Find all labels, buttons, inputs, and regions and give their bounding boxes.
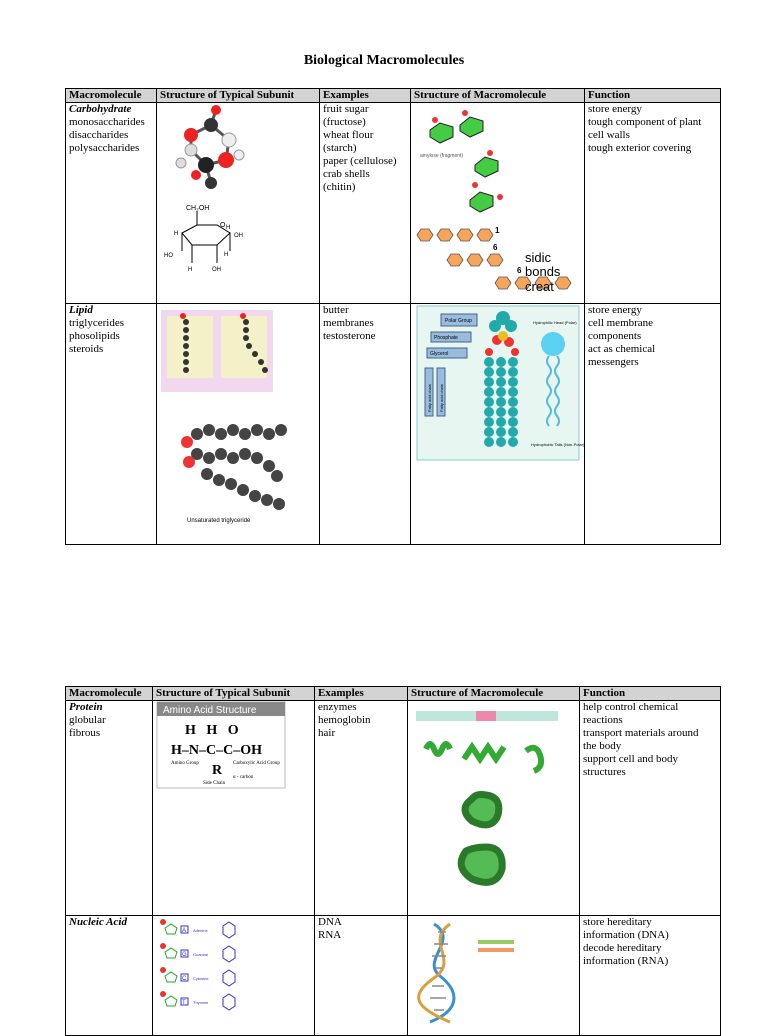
page-title: Biological Macromolecules	[303, 53, 465, 68]
carboxyl-group-label: Carboxylic Acid Group	[233, 761, 280, 766]
header-macro-structure: Structure of Macromolecule	[408, 687, 580, 701]
diagram-label: Phosphate	[434, 335, 458, 341]
macro-structure-cell	[411, 304, 585, 545]
base-letter: A	[182, 928, 187, 934]
example-item: hemoglobin	[318, 714, 371, 726]
example-item: (fructose)	[323, 116, 366, 128]
function-item: cell walls	[588, 129, 630, 141]
amino-main-line: H–N–C–C–OH	[171, 743, 262, 758]
macromolecule-name: Carbohydrate	[69, 103, 132, 115]
side-chain-label: Side Chain	[203, 781, 226, 786]
macromolecule-cell	[66, 916, 153, 1036]
function-item: cell membrane	[588, 317, 654, 329]
bond-number: 6	[493, 243, 498, 252]
header-row	[66, 687, 721, 701]
alpha-carbon-label: α - carbon	[233, 775, 254, 780]
examples-cell	[320, 103, 411, 304]
header-function: Function	[580, 687, 721, 701]
header-subunit: Structure of Typical Subunit	[157, 89, 320, 103]
subunit-cell	[157, 103, 320, 304]
function-item: the body	[583, 740, 622, 752]
header-examples: Examples	[315, 687, 408, 701]
type-item: fibrous	[69, 727, 101, 739]
macromolecule-cell	[66, 304, 157, 545]
example-item: (starch)	[323, 142, 357, 154]
base-letter: T	[182, 1000, 186, 1006]
hydrophobic-tails-label: Hydrophobic Tails (Non-Polar)	[531, 442, 585, 447]
type-item: triglycerides	[69, 317, 124, 329]
type-item: globular	[69, 714, 106, 726]
examples-cell	[315, 701, 408, 916]
examples-cell	[320, 304, 411, 545]
ch2oh-label: CH₂OH	[186, 205, 210, 212]
function-item: information (DNA)	[583, 929, 669, 941]
example-item: enzymes	[318, 701, 357, 713]
amino-acid-structure-image	[157, 702, 285, 788]
function-item: store energy	[588, 103, 642, 115]
glucose-ball-model-image	[171, 105, 251, 191]
function-item: messengers	[588, 356, 639, 368]
header-macromolecule: Macromolecule	[66, 89, 157, 103]
triglyceride-model-image	[177, 414, 307, 526]
diagram-label: Fatty acid chain	[427, 383, 432, 412]
function-item: store hereditary	[583, 916, 652, 928]
macromolecule-cell	[66, 103, 157, 304]
dna-double-helix-image	[420, 920, 520, 1024]
base-letter: C	[182, 976, 187, 982]
function-item: reactions	[583, 714, 623, 726]
base-letter: G	[182, 952, 187, 958]
protein-folding-image	[416, 711, 558, 903]
example-item: hair	[318, 727, 336, 739]
svg-text:O: O	[220, 222, 226, 229]
base-name: Thymine	[193, 1000, 209, 1005]
macromolecule-table-bottom	[65, 686, 721, 1036]
example-item: DNA	[318, 916, 342, 928]
bond-number: 6	[517, 266, 522, 275]
function-cell	[585, 103, 721, 304]
amino-r-group: R	[212, 763, 223, 778]
base-name: Guanine	[193, 952, 209, 957]
svg-text:H: H	[224, 252, 229, 258]
svg-text:H: H	[174, 231, 179, 237]
amino-top-line: H H O	[185, 723, 239, 738]
overlay-text: bonds	[525, 264, 561, 279]
header-macromolecule: Macromolecule	[66, 687, 153, 701]
subunit-cell	[157, 304, 320, 545]
type-item: polysaccharides	[69, 142, 140, 154]
macromolecule-cell	[66, 701, 153, 916]
unsaturated-triglyceride-label: Unsaturated triglyceride	[187, 518, 251, 524]
diagram-label: Fatty acid chain	[439, 383, 444, 412]
header-macro-structure: Structure of Macromolecule	[411, 89, 585, 103]
example-item: butter	[323, 304, 349, 316]
example-item: membranes	[323, 317, 374, 329]
diagram-label: Polar Group	[445, 318, 472, 324]
example-item: RNA	[318, 929, 342, 941]
macromolecule-name: Nucleic Acid	[69, 916, 127, 928]
amino-acid-banner: Amino Acid Structure	[163, 705, 257, 716]
svg-text:OH: OH	[234, 233, 243, 239]
type-item: disaccharides	[69, 129, 129, 141]
header-examples: Examples	[320, 89, 411, 103]
example-item: (chitin)	[323, 181, 356, 193]
macro-structure-cell	[408, 701, 580, 916]
macro-structure-cell	[408, 916, 580, 1036]
base-name: Cytosine	[193, 976, 209, 981]
function-item: act as chemical	[588, 343, 656, 355]
svg-text:OH: OH	[212, 267, 221, 273]
nucleotide-bases-image	[159, 918, 243, 1024]
row-protein	[66, 701, 721, 916]
subunit-cell	[153, 701, 315, 916]
svg-text:H: H	[188, 267, 193, 273]
glucose-ring-structure-image	[162, 203, 242, 277]
type-item: phosolipids	[69, 330, 120, 342]
type-item: steroids	[69, 343, 104, 355]
amylose-label: amylose (fragment)	[420, 153, 464, 159]
macro-structure-cell	[411, 103, 585, 304]
function-item: tough component of plant	[588, 116, 702, 128]
header-function: Function	[585, 89, 721, 103]
example-item: crab shells	[323, 168, 370, 180]
examples-cell	[315, 916, 408, 1036]
function-cell	[580, 916, 721, 1036]
row-lipid	[66, 304, 721, 545]
function-item: information (RNA)	[583, 955, 669, 967]
function-item: support cell and body	[583, 753, 679, 765]
overlay-text: creat	[525, 279, 554, 294]
type-item: monosaccharides	[69, 116, 145, 128]
function-cell	[585, 304, 721, 545]
amino-group-label: Amino Group	[171, 761, 199, 766]
row-nucleic-acid	[66, 916, 721, 1036]
function-item: components	[588, 330, 642, 342]
phospholipid-diagram-image	[417, 306, 585, 460]
macromolecule-name: Lipid	[69, 304, 93, 316]
fatty-acid-models-image	[161, 310, 273, 392]
polysaccharide-chain-image	[415, 105, 585, 301]
function-item: tough exterior covering	[588, 142, 692, 154]
function-item: structures	[583, 766, 626, 778]
function-cell	[580, 701, 721, 916]
example-item: testosterone	[323, 330, 376, 342]
svg-text:HO: HO	[164, 253, 173, 259]
overlay-text: sidic	[525, 250, 552, 265]
header-row	[66, 89, 721, 103]
function-item: decode hereditary	[583, 942, 662, 954]
diagram-label: Glycerol	[430, 351, 449, 357]
function-item: transport materials around	[583, 727, 699, 739]
macromolecule-table-top	[65, 88, 721, 545]
header-subunit: Structure of Typical Subunit	[153, 687, 315, 701]
example-item: paper (cellulose)	[323, 155, 397, 167]
bond-number: 1	[495, 226, 500, 235]
example-item: wheat flour	[323, 129, 374, 141]
base-name: Adenine	[193, 928, 208, 933]
example-item: fruit sugar	[323, 103, 369, 115]
function-item: help control chemical	[583, 701, 679, 713]
row-carbohydrate	[66, 103, 721, 304]
hydrophilic-head-label: Hydrophilic Head (Polar)	[533, 320, 577, 325]
macromolecule-name: Protein	[69, 701, 103, 713]
function-item: store energy	[588, 304, 642, 316]
svg-text:H: H	[226, 225, 231, 231]
subunit-cell	[153, 916, 315, 1036]
